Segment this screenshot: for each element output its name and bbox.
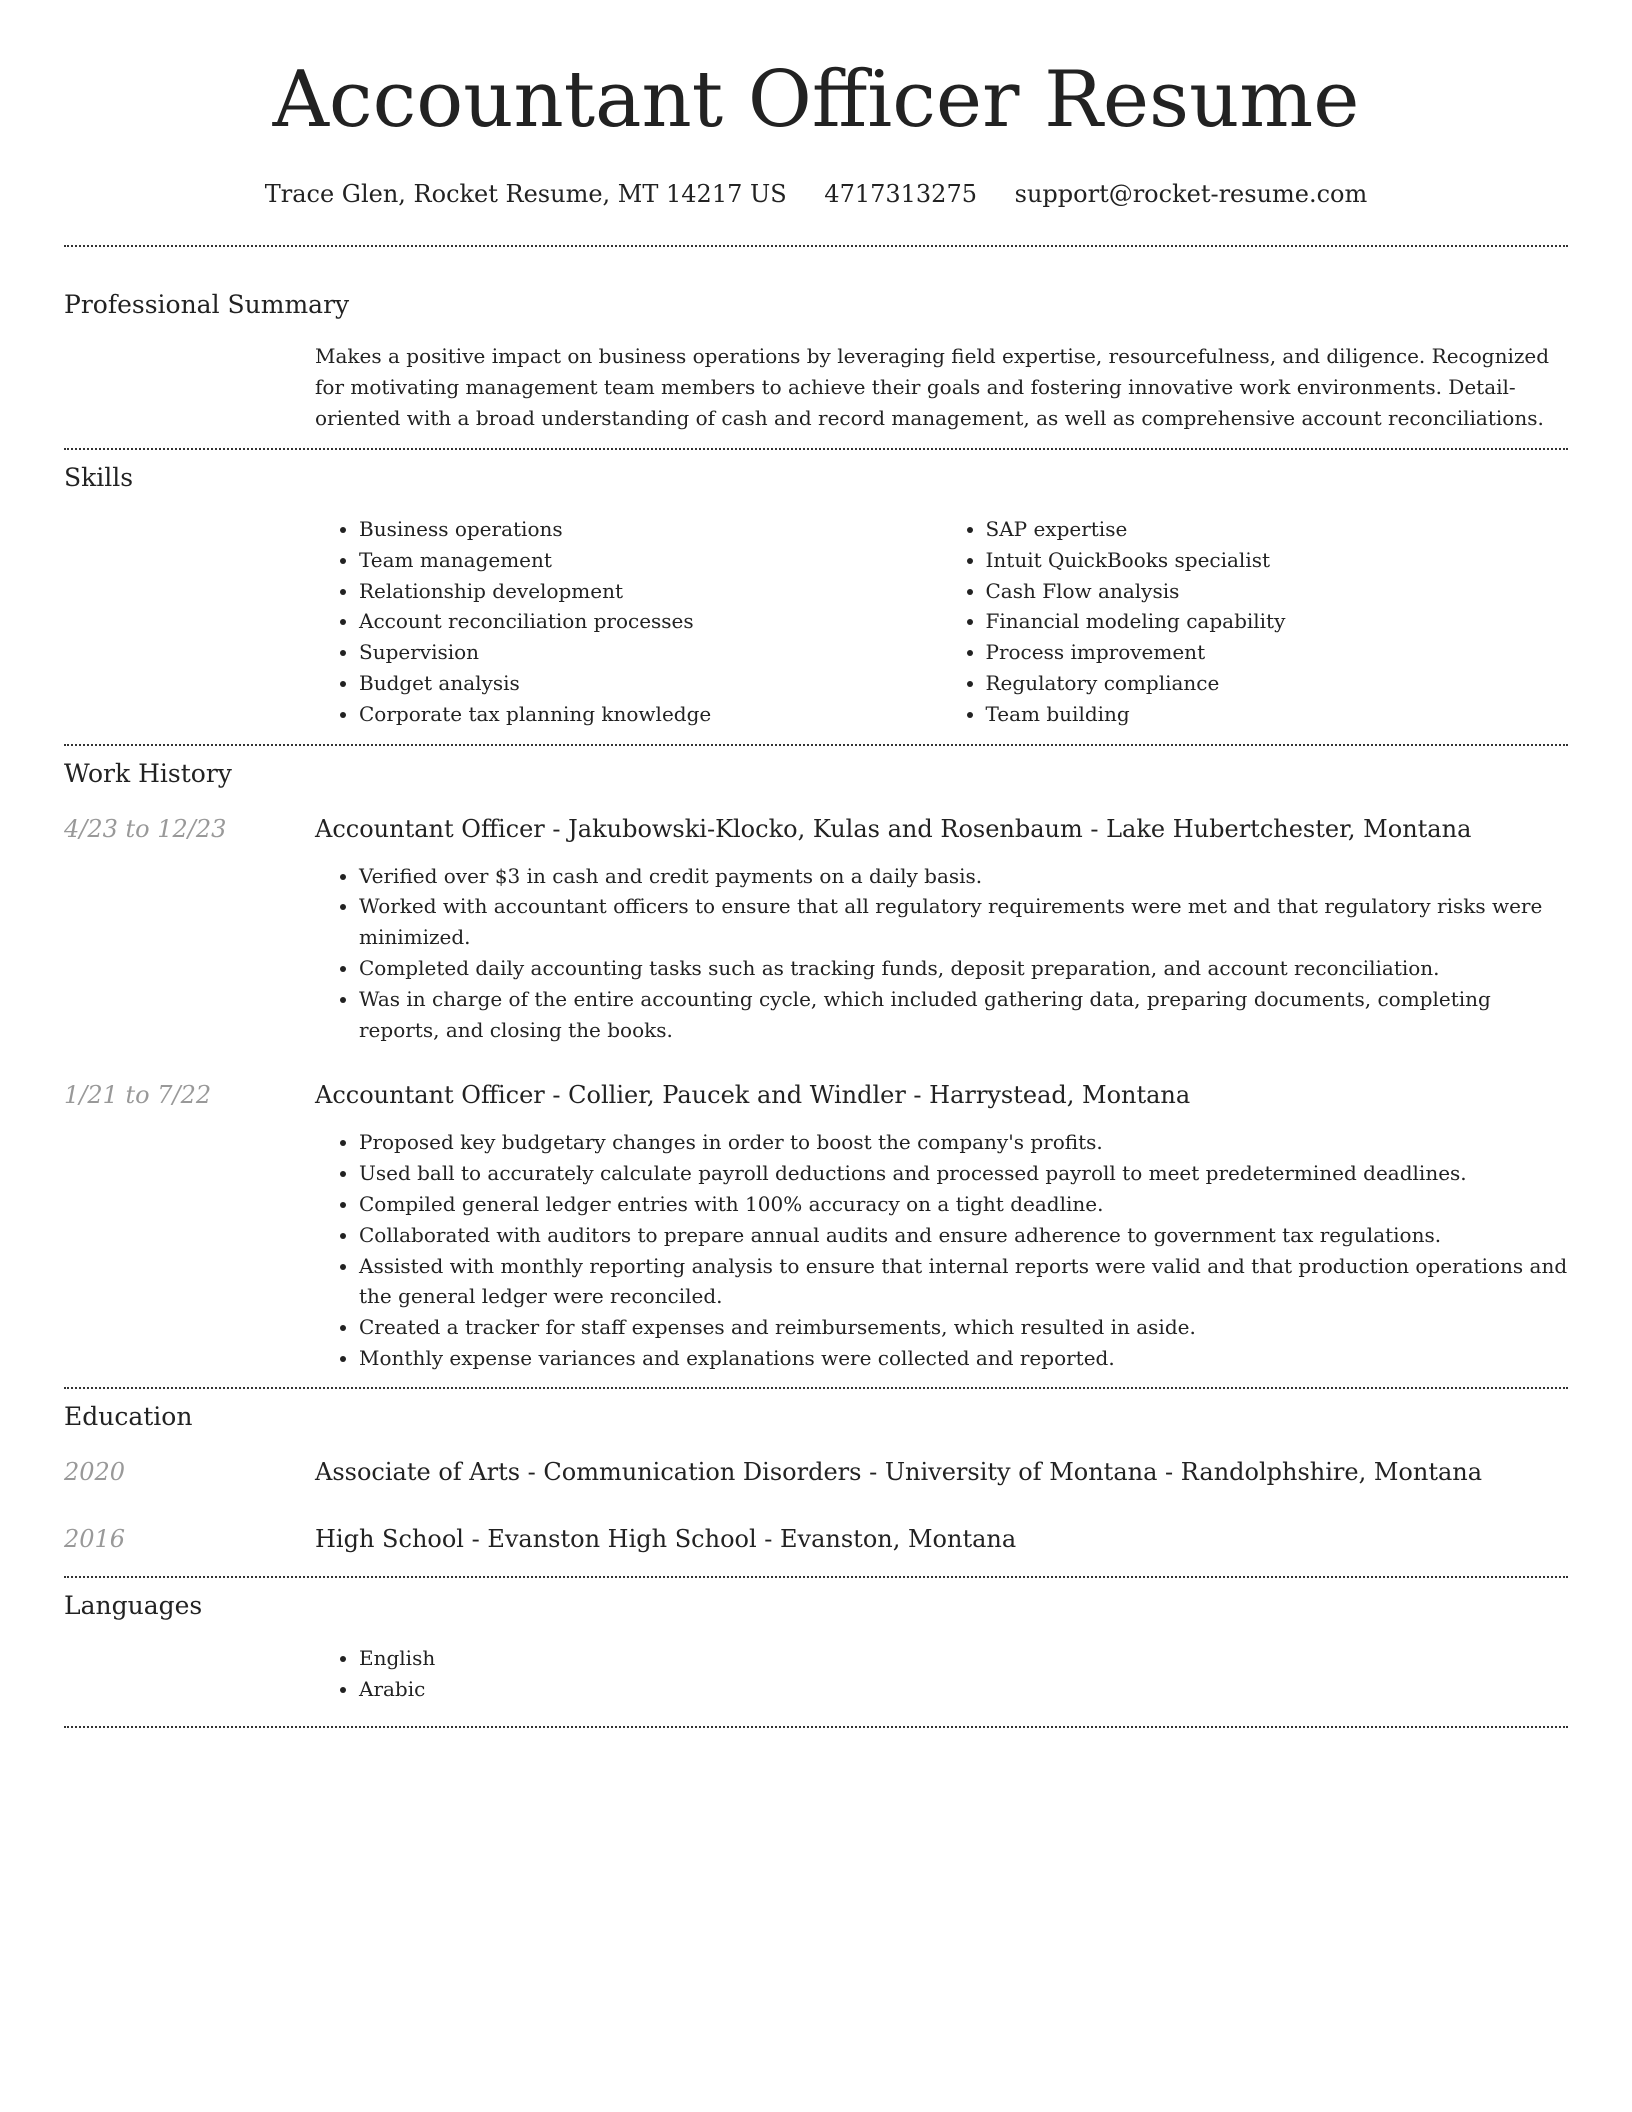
job-bullet: • Created a tracker for staff expenses and reimbursements, which resulted in aside. bbox=[359, 1312, 1568, 1343]
skills-list-right bbox=[942, 514, 1569, 730]
job-heading: Accountant Officer - Collier, Paucek and Windler - Harrystead, Montana bbox=[315, 1081, 1191, 1110]
summary-heading: Professional Summary bbox=[64, 290, 350, 319]
skills-columns bbox=[315, 514, 1568, 730]
skill-item: • Financial modeling capability bbox=[986, 606, 1569, 637]
resume-page bbox=[64, 0, 1568, 1728]
address-text: Trace Glen, Rocket Resume, MT 14217 US bbox=[264, 180, 787, 208]
work-history-heading: Work History bbox=[64, 758, 232, 788]
job-bullet: • Collaborated with auditors to prepare annual audits and ensure adherence to government tax regulations. bbox=[359, 1220, 1568, 1251]
job-bullets bbox=[315, 1127, 1568, 1373]
job-entry bbox=[64, 1079, 1568, 1111]
languages-heading: Languages bbox=[64, 1590, 203, 1620]
email-text: support@rocket-resume.com bbox=[1014, 180, 1368, 208]
job-date: 1/21 to 7/22 bbox=[64, 1081, 212, 1110]
job-heading: Accountant Officer - Jakubowski-Klocko, Kulas and Rosenbaum - Lake Hubertchester, Montana bbox=[315, 814, 1472, 843]
section-divider bbox=[64, 1387, 1568, 1389]
education-heading: Education bbox=[64, 1401, 193, 1431]
skill-item: • Corporate tax planning knowledge bbox=[359, 699, 942, 730]
education-heading-text: Associate of Arts - Communication Disorders - University of Montana - Randolphshire, Montana bbox=[315, 1457, 1483, 1486]
skills-section bbox=[64, 461, 1568, 730]
skill-item: • Budget analysis bbox=[359, 668, 942, 699]
skill-item: • Regulatory compliance bbox=[986, 668, 1569, 699]
skill-item: • Supervision bbox=[359, 637, 942, 668]
education-year: 2016 bbox=[64, 1524, 126, 1553]
education-section bbox=[64, 1400, 1568, 1555]
skill-item: • SAP expertise bbox=[986, 514, 1569, 545]
language-item: • Arabic bbox=[359, 1674, 1568, 1705]
section-divider bbox=[64, 245, 1568, 247]
job-bullet: • Was in charge of the entire accounting cycle, which included gathering data, preparing documents, completing reports, and closing the books. bbox=[359, 984, 1568, 1046]
skills-heading: Skills bbox=[64, 463, 134, 492]
job-bullet: • Proposed key budgetary changes in order to boost the company's profits. bbox=[359, 1127, 1568, 1158]
skill-item: • Intuit QuickBooks specialist bbox=[986, 545, 1569, 576]
skill-item: • Cash Flow analysis bbox=[986, 576, 1569, 607]
job-bullet: • Assisted with monthly reporting analysis to ensure that internal reports were valid and that production operations and the general ledger were reconciled. bbox=[359, 1251, 1568, 1313]
job-bullet: • Completed daily accounting tasks such as tracking funds, deposit preparation, and account reconciliation. bbox=[359, 953, 1568, 984]
skill-item: • Process improvement bbox=[986, 637, 1569, 668]
education-year: 2020 bbox=[64, 1457, 126, 1486]
resume-title: Accountant Officer Resume bbox=[272, 55, 1360, 145]
skill-item: • Team building bbox=[986, 699, 1569, 730]
skill-item: • Team management bbox=[359, 545, 942, 576]
work-history-section bbox=[64, 757, 1568, 1374]
languages-list bbox=[315, 1643, 1568, 1705]
skill-item: • Business operations bbox=[359, 514, 942, 545]
job-bullet: • Monthly expense variances and explanations were collected and reported. bbox=[359, 1343, 1568, 1374]
education-entry bbox=[64, 1523, 1568, 1555]
job-bullet: • Used ball to accurately calculate payroll deductions and processed payroll to meet predetermined deadlines. bbox=[359, 1158, 1568, 1189]
education-entry bbox=[64, 1456, 1568, 1488]
job-bullets bbox=[315, 861, 1568, 1046]
skills-list-left bbox=[315, 514, 942, 730]
phone-text: 4717313275 bbox=[824, 180, 977, 208]
skill-item: • Relationship development bbox=[359, 576, 942, 607]
language-item: • English bbox=[359, 1643, 1568, 1674]
job-bullet: • Verified over $3 in cash and credit payments on a daily basis. bbox=[359, 861, 1568, 892]
job-entry bbox=[64, 813, 1568, 845]
contact-line bbox=[64, 178, 1568, 210]
section-divider bbox=[64, 1576, 1568, 1578]
summary-section bbox=[64, 288, 1568, 434]
section-divider bbox=[64, 1726, 1568, 1728]
section-divider bbox=[64, 448, 1568, 450]
languages-section bbox=[64, 1589, 1568, 1705]
skill-item: • Account reconciliation processes bbox=[359, 606, 942, 637]
section-divider bbox=[64, 744, 1568, 746]
summary-text: Makes a positive impact on business operations by leveraging field expertise, resourcefulness, and diligence. Recognized for motivating management team members to achieve their goals and fostering innovative work environments. Detail-oriented with a broad understanding of cash and record management, as well as comprehensive account reconciliations. bbox=[315, 344, 1550, 430]
job-bullet: • Worked with accountant officers to ensure that all regulatory requirements were met and that regulatory risks were minimized. bbox=[359, 891, 1568, 953]
education-heading-text: High School - Evanston High School - Evanston, Montana bbox=[315, 1524, 1017, 1553]
job-bullet: • Compiled general ledger entries with 100% accuracy on a tight deadline. bbox=[359, 1189, 1568, 1220]
job-date: 4/23 to 12/23 bbox=[64, 814, 227, 843]
